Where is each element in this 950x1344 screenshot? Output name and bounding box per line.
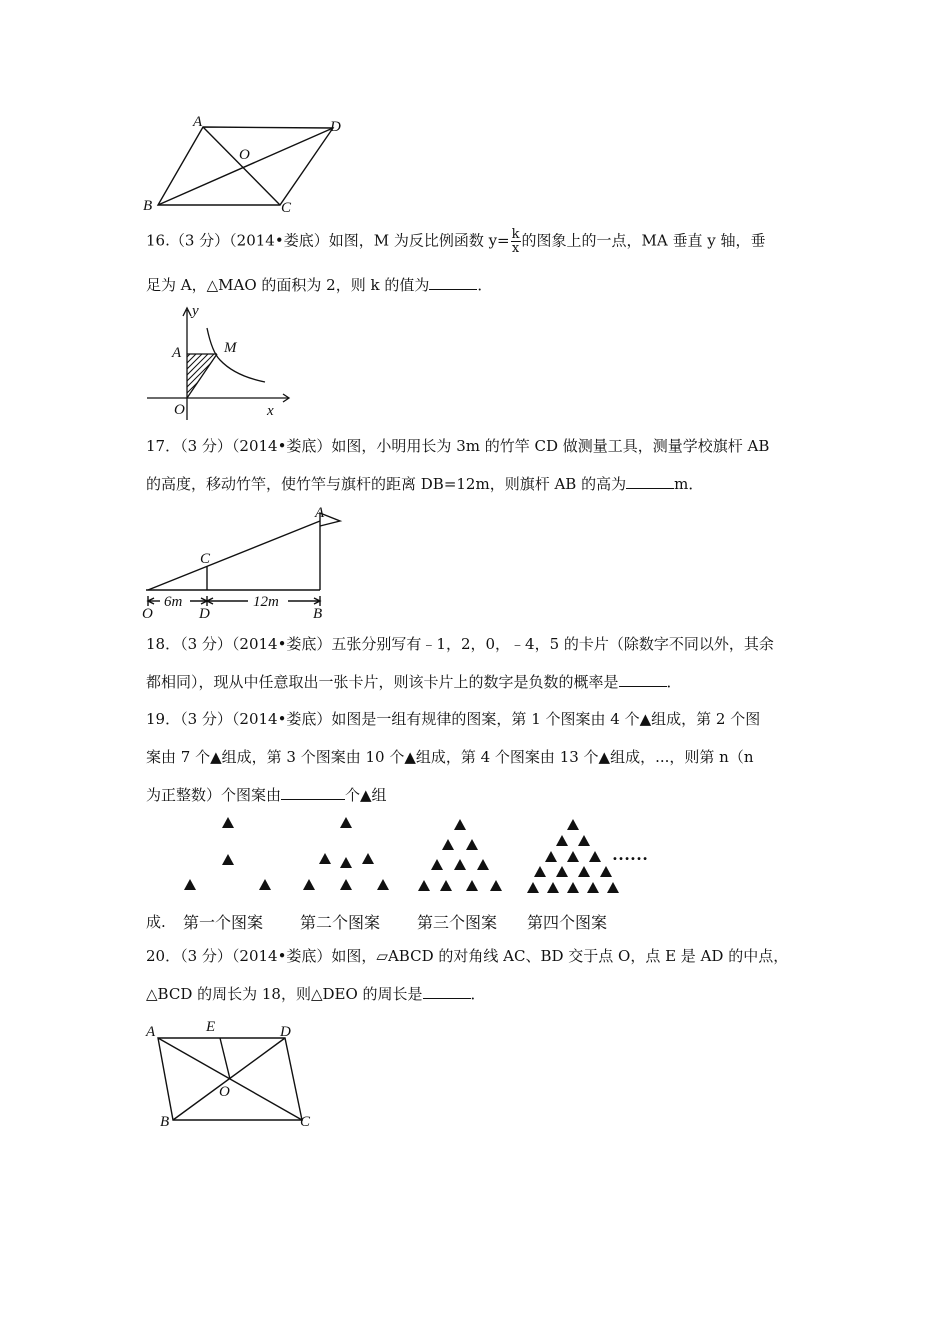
- pattern-3: [418, 819, 502, 891]
- q17-text-end: m．: [674, 475, 704, 493]
- label-c: C: [200, 551, 211, 567]
- q19-text-2: 案由 7 个▲组成，第 3 个图案由 10 个▲组成，第 4 个图案由 13 个▲组成，...，则第 n（n: [146, 748, 754, 766]
- q19-line-4: [146, 912, 166, 932]
- q17-line-2: [146, 474, 703, 494]
- label-b: B: [160, 1114, 170, 1130]
- label-b: B: [313, 606, 323, 622]
- pattern-caption-1: 第一个图案: [183, 913, 264, 932]
- pattern-caption-2: 第二个图案: [300, 913, 381, 932]
- answer-blank: [429, 275, 477, 290]
- fraction-denominator: x: [511, 241, 520, 256]
- pattern-caption-3: 第三个图案: [417, 913, 498, 932]
- q18-line-1: [146, 634, 774, 654]
- q20-text-end: ．: [470, 985, 486, 1003]
- label-o: O: [142, 606, 153, 622]
- q19-line-1: [146, 709, 760, 729]
- q16-text-pre: 16.（3 分）（2014•娄底）如图，M 为反比例函数 y=: [146, 231, 510, 250]
- parallelogram-figure-bottom: [140, 1014, 340, 1134]
- q16-text-end: ．: [477, 276, 493, 294]
- label-a: A: [193, 114, 203, 130]
- q18-text-1: 18．（3 分）（2014•娄底）五张分别写有﹣1，2，0，﹣4，5 的卡片（除数字不同以外，其余: [146, 635, 774, 653]
- q17-text-2: 的高度，移动竹竿，使竹竿与旗杆的距离 DB=12m，则旗杆 AB 的高为: [146, 475, 627, 493]
- answer-blank: [281, 785, 345, 800]
- label-d: D: [199, 606, 210, 622]
- q16-line-2: [146, 275, 492, 295]
- q19-text-1: 19．（3 分）（2014•娄底）如图是一组有规律的图案，第 1 个图案由 4 个▲组成，第 2 个图: [146, 710, 761, 728]
- q20-text-1: 20．（3 分）（2014•娄底）如图，▱ABCD 的对角线 AC、BD 交于点 O，点 E 是 AD 的中点，: [146, 947, 789, 965]
- label-x: x: [267, 403, 274, 419]
- q16-text-2: 足为 A，△MAO 的面积为 2，则 k 的值为: [146, 276, 430, 294]
- label-c: C: [300, 1114, 311, 1130]
- q20-line-2: [146, 984, 486, 1004]
- q18-text-2: 都相同），现从中任意取出一张卡片，则该卡片上的数字是负数的概率是: [146, 673, 619, 691]
- q18-text-end: ．: [666, 673, 682, 691]
- pattern-4: [527, 819, 619, 893]
- pattern-caption-4: 第四个图案: [527, 913, 608, 932]
- triangle-patterns-figure: [180, 816, 670, 898]
- hyperbola-figure: [140, 300, 300, 425]
- label-c: C: [281, 200, 292, 216]
- pattern-1: [184, 817, 271, 890]
- fraction-k-over-x: [511, 228, 521, 255]
- answer-blank: [626, 474, 674, 489]
- label-d: D: [330, 119, 341, 135]
- label-m: M: [224, 340, 237, 356]
- q17-line-1: [146, 436, 769, 456]
- q19-text-4: 成.: [146, 913, 166, 931]
- label-o: O: [174, 402, 185, 418]
- q19-line-3: [146, 785, 387, 805]
- label-e: E: [206, 1019, 216, 1035]
- label-a: A: [315, 505, 325, 521]
- answer-blank: [423, 984, 471, 999]
- q17-text-1: 17．（3 分）（2014•娄底）如图，小明用长为 3m 的竹竿 CD 做测量工具，测量学校旗杆 AB: [146, 437, 770, 455]
- distance-db-label: 12m: [253, 594, 279, 610]
- q19-text-3-end: 个▲组: [345, 786, 387, 804]
- distance-od-label: 6m: [164, 594, 183, 610]
- label-a: A: [146, 1024, 156, 1040]
- q16-text-post: 的图象上的一点，MA 垂直 y 轴，垂: [521, 231, 766, 250]
- label-o: O: [219, 1084, 230, 1100]
- label-d: D: [280, 1024, 291, 1040]
- fraction-numerator: k: [511, 227, 520, 242]
- label-o: O: [239, 147, 250, 163]
- q19-text-3: 为正整数）个图案由: [146, 786, 282, 804]
- q20-line-1: [146, 946, 788, 966]
- ellipsis: ……: [612, 844, 648, 864]
- q19-line-2: [146, 747, 754, 767]
- answer-blank: [619, 672, 667, 687]
- q18-line-2: [146, 672, 682, 692]
- q20-text-2: △BCD 的周长为 18，则△DEO 的周长是: [146, 985, 423, 1003]
- parallelogram-figure-top: [140, 112, 360, 217]
- label-b: B: [143, 198, 153, 214]
- label-a: A: [172, 345, 182, 361]
- flagpole-figure: [140, 500, 360, 622]
- pattern-2: [303, 817, 389, 890]
- label-y: y: [192, 303, 199, 319]
- q16-line-1: [146, 228, 766, 255]
